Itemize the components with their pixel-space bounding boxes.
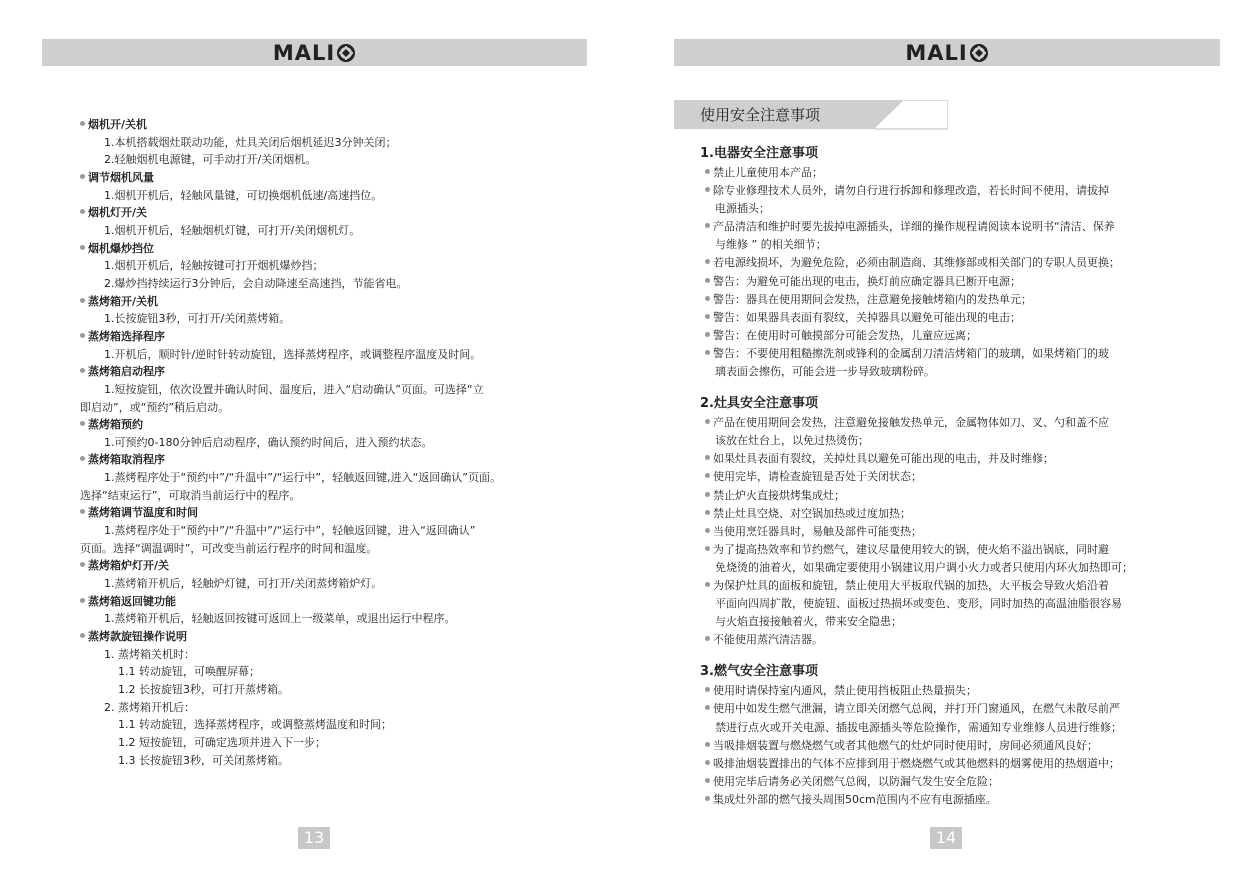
safety-item — [700, 218, 1220, 236]
section-gap — [700, 381, 1220, 395]
page-number: 14 — [930, 827, 962, 849]
safety-section-heading: 3.燃气安全注意事项 — [700, 664, 818, 680]
safety-item-text: 产品在使用期间会发热，注意避免接触发热单元，金属物体如刀、叉、勺和盖不应 — [713, 416, 1109, 430]
safety-item-text: 吸排油烟装置排出的气体不应排到用于燃烧燃气或其他燃料的烟雾使用的热烟道中； — [713, 756, 1120, 770]
bullet-icon — [705, 473, 710, 478]
safety-item — [700, 791, 1220, 809]
bullet-icon — [705, 259, 710, 264]
section-heading — [80, 169, 550, 187]
safety-item-text: 警告：为避免可能出现的电击，换灯前应确定器具已断开电源； — [713, 274, 1021, 288]
bullet-icon — [705, 582, 710, 587]
bullet-icon — [80, 174, 85, 179]
bullet-icon — [80, 121, 85, 126]
safety-item — [700, 273, 1220, 291]
section-heading — [80, 204, 550, 222]
safety-item — [700, 327, 1220, 345]
bullet-icon — [705, 455, 710, 460]
bullet-icon — [80, 245, 85, 250]
safety-item — [700, 505, 1220, 523]
bullet-icon — [705, 314, 710, 319]
bullet-icon — [705, 742, 710, 747]
instruction-line: 1.3 长按旋钮3秒，可关闭蒸烤箱。 — [118, 753, 289, 767]
instruction-line: 1.1 转动旋钮，选择蒸烤程序，或调整蒸烤温度和时间； — [118, 718, 392, 732]
heading-text: 蒸烤箱预约 — [88, 418, 143, 432]
bullet-icon — [705, 510, 710, 515]
safety-item — [700, 755, 1220, 773]
section-heading — [80, 240, 550, 258]
safety-item — [700, 309, 1220, 327]
bullet-icon — [80, 456, 85, 461]
instruction-line: 1.2 长按旋钮3秒，可打开蒸烤箱。 — [118, 683, 289, 696]
safety-item — [700, 164, 1220, 182]
safety-item-text: 禁止儿童使用本产品； — [713, 166, 823, 179]
safety-item — [700, 254, 1220, 272]
bullet-icon — [705, 492, 710, 497]
section-heading — [80, 593, 550, 611]
bullet-icon — [705, 350, 710, 355]
bullet-icon — [705, 705, 710, 710]
instruction-line: 1.开机后，顺时针/逆时针转动旋钮，选择蒸烤程序，或调整程序温度及时间。 — [104, 347, 482, 361]
bullet-icon — [705, 278, 710, 283]
safety-item-text: 警告：器具在使用期间会发热，注意避免接触烤箱内的发热单元； — [713, 292, 1032, 306]
instruction-line: 1.蒸烤程序处于“预约中”/“升温中”/“运行中”，轻触返回键，进入“返回确认” — [104, 524, 476, 538]
instruction-line: 1.本机搭载烟灶联动功能，灶具关闭后烟机延迟3分钟关闭； — [104, 135, 397, 149]
instruction-line: 1.烟机开机后，轻触烟机灯键，可打开/关闭烟机灯。 — [104, 223, 361, 237]
instruction-line: 页面。选择“调温调时”，可改变当前运行程序的时间和温度。 — [80, 541, 378, 555]
brand-text: MALI — [905, 41, 968, 65]
safety-item-text: 禁止灶具空烧、对空锅加热或过度加热； — [713, 506, 911, 520]
safety-item-text: 当使用烹饪器具时，易触及部件可能变热； — [713, 524, 922, 538]
instruction-line: 2. 蒸烤箱开机后： — [104, 700, 195, 714]
safety-item — [700, 345, 1220, 363]
safety-item — [700, 700, 1220, 718]
instruction-line: 1.烟机开机后，轻触按键可打开烟机爆炒挡； — [104, 259, 324, 273]
safety-item — [700, 291, 1220, 309]
safety-item-text: 不能使用蒸汽清洁器。 — [713, 633, 823, 647]
section-gap — [700, 649, 1220, 663]
safety-item-continuation: 禁进行点火或开关电源、插拔电源插头等危险操作，需通知专业维修人员进行维修； — [715, 720, 1122, 734]
instruction-line: 选择“结束运行”，可取消当前运行中的程序。 — [80, 488, 301, 502]
section-tab — [674, 100, 948, 128]
safety-item-continuation: 与火焰直接接触着火，带来安全隐患； — [715, 615, 902, 629]
safety-item — [700, 737, 1220, 755]
safety-item-text: 为了提高热效率和节约燃气，建议尽量使用较大的锅，使火焰不溢出锅底，同时避 — [713, 542, 1109, 556]
bullet-icon — [80, 421, 85, 426]
heading-text: 蒸烤箱调节温度和时间 — [88, 506, 198, 520]
brand-logo — [42, 40, 587, 66]
safety-item — [700, 487, 1220, 505]
heading-text: 蒸烤款旋钮操作说明 — [88, 630, 187, 644]
section-heading — [80, 557, 550, 575]
bullet-icon — [705, 223, 710, 228]
bullet-icon — [80, 598, 85, 603]
safety-item-text: 为保护灶具的面板和旋钮，禁止使用大平板取代锅的加热，大平板会导致火焰沿着 — [713, 578, 1109, 592]
page-number: 13 — [298, 827, 330, 849]
heading-text: 烟机开/关机 — [88, 118, 148, 131]
bullet-icon — [705, 528, 710, 533]
bullet-icon — [80, 509, 85, 514]
bullet-icon — [80, 298, 85, 303]
safety-item — [700, 468, 1220, 486]
bullet-icon — [705, 332, 710, 337]
bullet-icon — [80, 333, 85, 338]
brand-text: MALI — [272, 41, 336, 65]
safety-item-continuation: 璃表面会擦伤，可能会进一步导致玻璃粉碎。 — [715, 365, 935, 379]
heading-text: 蒸烤箱开/关机 — [88, 294, 159, 308]
safety-item-continuation: 免烧烫的油着火，如果确定要使用小锅建议用户调小火力或者只使用内环火加热即可； — [715, 560, 1133, 574]
safety-item-text: 如果灶具表面有裂纹，关掉灶具以避免可能出现的电击，并及时维修； — [713, 452, 1054, 466]
safety-item — [700, 577, 1220, 595]
safety-item — [700, 523, 1220, 541]
section-heading — [80, 504, 550, 522]
logo-o-mark-icon — [969, 43, 989, 63]
brand-logo — [674, 40, 1220, 66]
bullet-icon — [80, 368, 85, 373]
logo-o-mark-icon — [336, 43, 356, 63]
instruction-line: 1.蒸烤箱开机后，轻触返回按键可返回上一级菜单，或退出运行中程序。 — [104, 612, 456, 626]
instruction-line: 1.2 短按旋钮，可确定选项并进入下一步； — [118, 735, 326, 749]
safety-item — [700, 414, 1220, 432]
bullet-icon — [705, 760, 710, 765]
safety-section-heading: 2.灶具安全注意事项 — [700, 396, 818, 412]
bullet-icon — [80, 633, 85, 638]
safety-section-heading: 1.电器安全注意事项 — [700, 146, 818, 161]
bullet-icon — [705, 169, 710, 174]
instruction-line: 2.爆炒挡持续运行3分钟后，会自动降速至高速挡，节能省电。 — [104, 276, 408, 290]
bullet-icon — [705, 687, 710, 692]
header-bar — [42, 39, 587, 66]
instruction-line: 1. 蒸烤箱关机时： — [104, 647, 195, 661]
section-heading — [80, 363, 550, 381]
bullet-icon — [705, 546, 710, 551]
instruction-line: 1.1 转动旋钮，可唤醒屏幕； — [118, 665, 260, 679]
safety-item-continuation: 电源插头； — [715, 202, 770, 216]
bullet-icon — [705, 636, 710, 641]
section-title: 使用安全注意事项 — [700, 106, 821, 124]
safety-item-text: 使用完毕，请检查旋钮是否处于关闭状态； — [713, 470, 922, 484]
section-heading — [80, 416, 550, 434]
page-right — [630, 0, 1260, 887]
safety-item-text: 使用完毕后请务必关闭燃气总阀，以防漏气发生安全危险； — [713, 774, 999, 788]
instructions-list — [80, 116, 550, 769]
safety-item-text: 若电源线损坏，为避免危险，必须由制造商、其维修部或相关部门的专职人员更换； — [713, 256, 1120, 270]
instruction-line: 1.蒸烤箱开机后，轻触炉灯键，可打开/关闭蒸烤箱炉灯。 — [104, 577, 383, 591]
heading-text: 调节烟机风量 — [88, 170, 154, 184]
heading-text: 烟机爆炒挡位 — [88, 241, 154, 255]
safety-item-text: 禁止炉火直接烘烤集成灶； — [713, 488, 845, 502]
safety-item — [700, 682, 1220, 700]
heading-text: 蒸烤箱选择程序 — [88, 329, 165, 343]
instruction-line: 1.短按旋钮，依次设置并确认时间、温度后，进入“启动确认”页面。可选择“立 — [104, 382, 484, 396]
bullet-icon — [705, 187, 710, 192]
bullet-icon — [80, 209, 85, 214]
instruction-line: 2.轻触烟机电源键，可手动打开/关闭烟机。 — [104, 153, 317, 167]
bullet-icon — [705, 796, 710, 801]
instruction-line: 1.长按旋钮3秒，可打开/关闭蒸烤箱。 — [104, 312, 291, 326]
section-heading — [80, 116, 550, 134]
safety-item-text: 除专业修理技术人员外，请勿自行进行拆卸和修理改造，若长时间不使用，请拔掉 — [713, 184, 1109, 198]
safety-item — [700, 631, 1220, 649]
section-heading — [80, 293, 550, 311]
instruction-line: 1.可预约0-180分钟后启动程序，确认预约时间后，进入预约状态。 — [104, 435, 433, 449]
heading-text: 蒸烤箱返回键功能 — [88, 594, 176, 608]
bullet-icon — [705, 778, 710, 783]
safety-item — [700, 541, 1220, 559]
bullet-icon — [705, 419, 710, 424]
heading-text: 蒸烤箱炉灯开/关 — [88, 559, 170, 573]
safety-item-text: 使用中如发生燃气泄漏，请立即关闭燃气总阀，并打开门窗通风，在燃气未散尽前严 — [713, 702, 1120, 716]
safety-item-text: 集成灶外部的燃气接头周围50cm范围内不应有电源插座。 — [713, 792, 997, 806]
safety-item-continuation: 与维修 ” 的相关细节； — [715, 238, 827, 252]
bullet-icon — [80, 562, 85, 567]
safety-item-text: 使用时请保持室内通风，禁止使用挡板阻止热量损失； — [713, 684, 977, 698]
safety-item-text: 警告：在使用时可触摸部分可能会发热，儿童应远离； — [713, 328, 977, 342]
header-bar — [674, 39, 1220, 66]
heading-text: 蒸烤箱取消程序 — [88, 453, 165, 467]
safety-sections — [700, 145, 1220, 809]
instruction-line: 1.蒸烤程序处于“预约中”/“升温中”/“运行中”，轻触返回键,进入“返回确认”页面。 — [104, 471, 501, 485]
safety-item-continuation: 平面向四周扩散，使旋钮、面板过热损坏或变色、变形，同时加热的高温油脂很容易 — [715, 597, 1122, 611]
section-heading — [80, 451, 550, 469]
section-heading — [80, 328, 550, 346]
heading-text: 蒸烤箱启动程序 — [88, 365, 165, 379]
safety-item — [700, 773, 1220, 791]
bullet-icon — [705, 296, 710, 301]
section-heading — [80, 628, 550, 646]
safety-item — [700, 450, 1220, 468]
instruction-line: 即启动”，或“预约”稍后启动。 — [80, 400, 230, 414]
safety-item-continuation: 该放在灶台上，以免过热烫伤； — [715, 434, 869, 448]
instruction-line: 1.烟机开机后，轻触风量键，可切换烟机低速/高速挡位。 — [104, 188, 383, 202]
safety-item-text: 警告：如果器具表面有裂纹，关掉器具以避免可能出现的电击； — [713, 310, 1021, 324]
safety-item-text: 产品清洁和维护时要先拔掉电源插头，详细的操作规程请阅读本说明书“清洁、保养 — [713, 220, 1115, 234]
heading-text: 烟机灯开/关 — [88, 206, 148, 220]
safety-item-text: 警告：不要使用粗糙擦洗剂或锋利的金属刮刀清洁烤箱门的玻璃，如果烤箱门的玻 — [713, 346, 1109, 360]
safety-item — [700, 182, 1220, 200]
safety-item-text: 当吸排烟装置与燃烧燃气或者其他燃气的灶炉同时使用时，房间必须通风良好； — [713, 738, 1098, 752]
